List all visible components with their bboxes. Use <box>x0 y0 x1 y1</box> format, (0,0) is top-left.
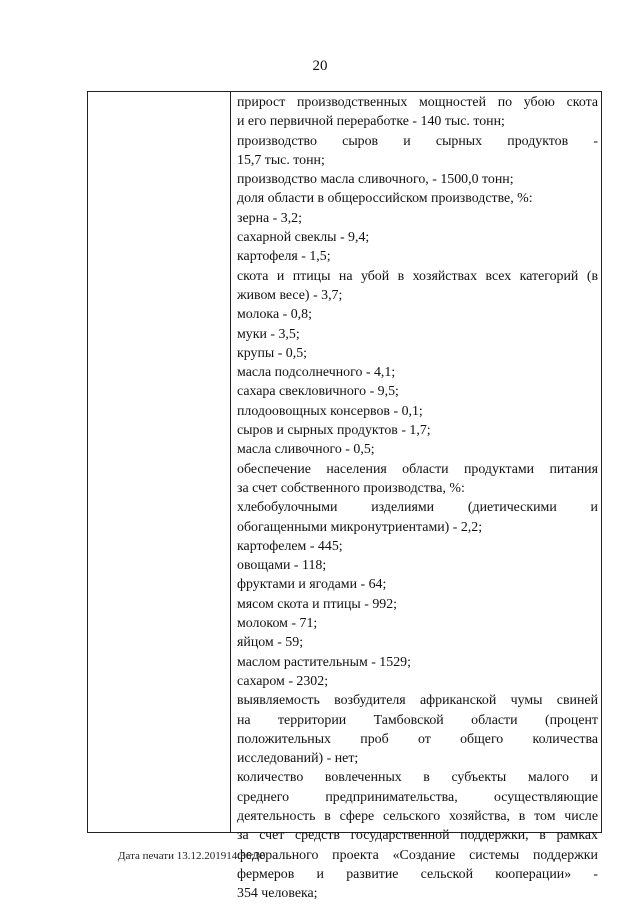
text-line: за счет собственного производства, %: <box>237 480 465 496</box>
text-line: картофеля - 1,5; <box>237 249 331 265</box>
text-line: на территории Тамбовской области (процент <box>237 712 598 728</box>
text-line: плодоовощных консервов - 0,1; <box>237 403 423 419</box>
text-line: мясом скота и птицы - 992; <box>237 596 398 612</box>
text-line: масла подсолнечного - 4,1; <box>237 365 396 381</box>
text-line: сыров и сырных продуктов - 1,7; <box>237 423 431 439</box>
text-line: молоком - 71; <box>237 616 318 632</box>
text-line: обогащенными микронутриентами) - 2,2; <box>237 519 483 535</box>
text-line: овощами - 118; <box>237 558 327 574</box>
print-date-footer: Дата печати 13.12.201914:36:30 <box>118 850 266 862</box>
text-line: количество вовлеченных в субъекты малого и <box>237 770 598 786</box>
text-line: доля области в общероссийском производстве, %: <box>237 191 533 207</box>
text-line: выявляемость возбудителя африканской чумы свиней <box>237 693 598 709</box>
text-line: сахарной свеклы - 9,4; <box>237 230 370 246</box>
text-line: прирост производственных мощностей по убою скота <box>237 95 598 110</box>
text-line: фруктами и ягодами - 64; <box>237 577 387 593</box>
text-line: 354 человека; <box>237 886 318 902</box>
text-line: яйцом - 59; <box>237 635 304 651</box>
text-line: сахаром - 2302; <box>237 673 329 689</box>
text-line: и его первичной переработке - 140 тыс. тонн; <box>237 114 505 130</box>
text-line: положительных проб от общего количества <box>237 731 598 747</box>
text-line: фермеров и развитие сельской кооперации» - <box>237 866 598 882</box>
text-line: федерального проекта «Создание системы поддержки <box>237 847 598 863</box>
table-left-cell <box>88 92 231 832</box>
text-line: крупы - 0,5; <box>237 345 308 361</box>
text-line: живом весе) - 3,7; <box>237 287 343 303</box>
text-line: среднего предпринимательства, осуществляющие <box>237 789 598 805</box>
text-line: масла сливочного - 0,5; <box>237 442 375 458</box>
text-line: исследований) - нет; <box>237 751 359 767</box>
text-line: обеспечение населения области продуктами питания <box>237 461 598 477</box>
text-line: зерна - 3,2; <box>237 210 302 226</box>
text-line: 15,7 тыс. тонн; <box>237 152 325 168</box>
text-line: деятельность в сфере сельского хозяйства, в том числе <box>237 808 598 824</box>
text-line: сахара свекловичного - 9,5; <box>237 384 399 400</box>
text-line: молока - 0,8; <box>237 307 312 323</box>
text-line: хлебобулочными изделиями (диетическими и <box>237 500 598 516</box>
text-line: скота и птицы на убой в хозяйствах всех категорий (в <box>237 268 598 284</box>
text-line: производство сыров и сырных продуктов - <box>237 133 598 149</box>
table-right-cell <box>237 93 598 903</box>
text-line: за счет средств государственной поддержки, в рамках <box>237 828 598 844</box>
text-line: картофелем - 445; <box>237 538 343 554</box>
page-number: 20 <box>312 58 328 74</box>
text-line: муки - 3,5; <box>237 326 300 342</box>
text-line: производство масла сливочного, - 1500,0 тонн; <box>237 172 514 188</box>
text-line: маслом растительным - 1529; <box>237 654 411 670</box>
